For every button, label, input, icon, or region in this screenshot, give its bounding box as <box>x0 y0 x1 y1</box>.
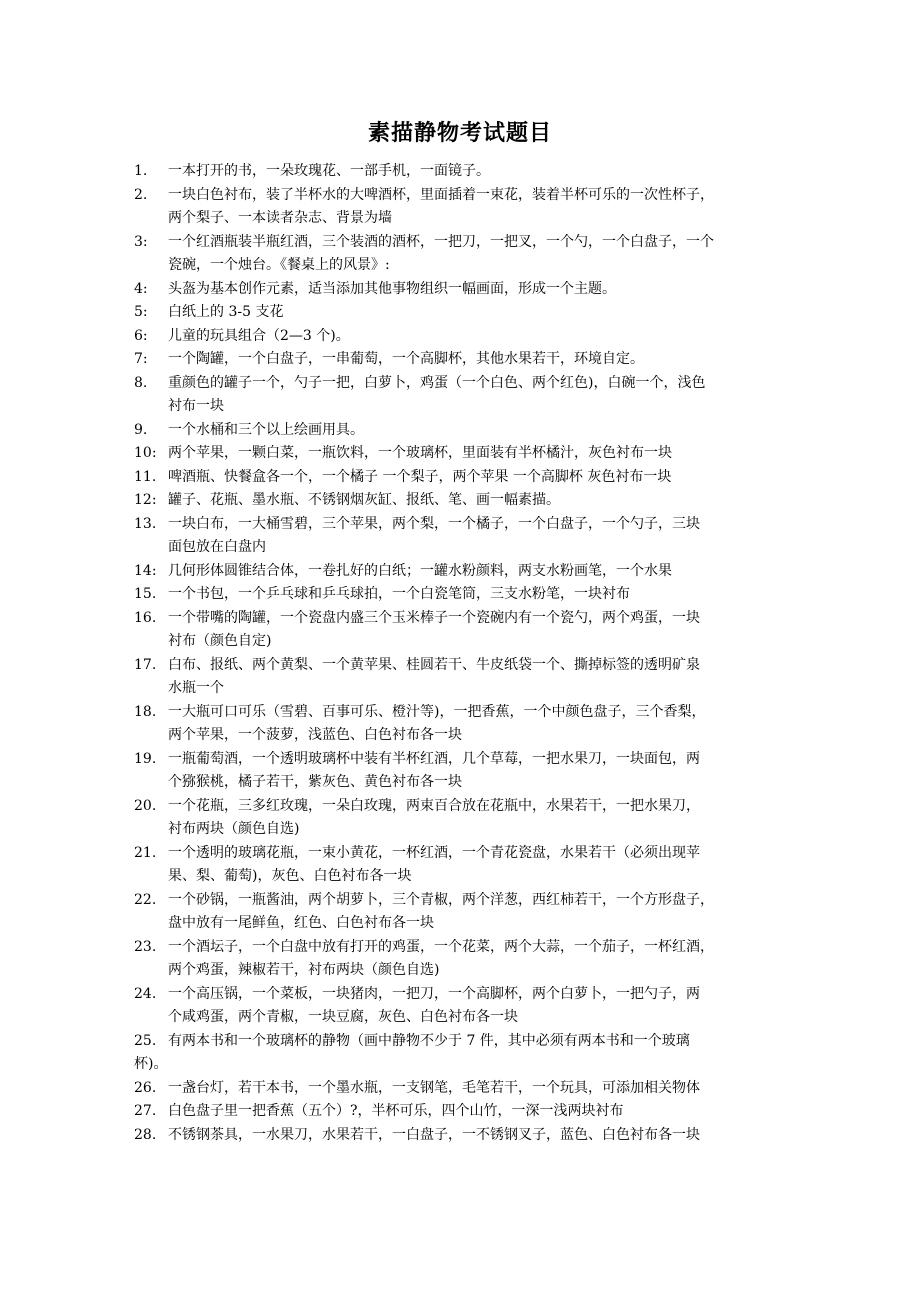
item-number: 19. <box>134 750 157 767</box>
item-text-line: 一块白色衬布，装了半杯水的大啤酒杯，里面插着一束花，装着半杯可乐的一次性杯子， <box>168 186 714 203</box>
item-text-line: 衬布两块（颜色自选) <box>168 821 300 837</box>
list-item <box>134 748 794 795</box>
item-text-line: 杯)。 <box>134 1056 168 1072</box>
list-item <box>134 889 794 936</box>
item-text-line: 一个砂锅，一瓶酱油，两个胡萝卜，三个青椒，两个洋葱，西红柿若干，一个方形盘子， <box>168 891 714 908</box>
item-text-line: 两个苹果，一颗白菜，一瓶饮料，一个玻璃杯，里面装有半杯橘汁，灰色衬布一块 <box>168 445 672 461</box>
item-text-line: 瓷碗，一个烛台。《餐桌上的风景》: <box>168 257 390 273</box>
item-number: 26. <box>134 1079 157 1096</box>
item-text-line: 衬布（颜色自定) <box>168 633 272 649</box>
item-number: 16. <box>134 609 157 626</box>
item-number: 21. <box>134 844 157 861</box>
item-text-line: 一瓶葡萄酒，一个透明玻璃杯中装有半杯红酒，几个草莓，一把水果刀，一块面包，两 <box>168 750 700 767</box>
item-text-line: 个猕猴桃，橘子若干，紫灰色、黄色衬布各一块 <box>168 774 462 790</box>
item-number: 22. <box>134 891 157 908</box>
item-number: 14: <box>134 562 157 579</box>
list-item <box>134 278 794 302</box>
list-item <box>134 1030 794 1077</box>
item-text-line: 啤酒瓶、快餐盒各一个，一个橘子 一个梨子，两个苹果 一个高脚杯 灰色衬布一块 <box>168 468 672 485</box>
list-item <box>134 607 794 654</box>
list-item <box>134 160 794 184</box>
item-text-line: 儿童的玩具组合（2—3 个)。 <box>168 327 350 344</box>
item-text-line: 一个红酒瓶装半瓶红酒，三个装酒的酒杯，一把刀，一把叉，一个勺，一个白盘子，一个 <box>168 233 714 250</box>
item-text-line: 衬布一块 <box>168 398 224 414</box>
item-number: 15. <box>134 586 157 602</box>
item-text-line: 头盔为基本创作元素，适当添加其他事物组织一幅画面，形成一个主题。 <box>168 280 616 297</box>
item-number: 13. <box>134 515 157 532</box>
item-number: 28. <box>134 1126 157 1143</box>
list-item <box>134 513 794 560</box>
list-item <box>134 560 794 584</box>
item-text-line: 两个梨子、一本读者杂志、背景为墙 <box>168 210 392 226</box>
item-number: 10: <box>134 445 157 461</box>
item-number: 11. <box>134 468 157 485</box>
question-list <box>134 160 794 1147</box>
item-text-line: 一个带嘴的陶罐，一个瓷盘内盛三个玉米棒子一个瓷碗内有一个瓷勺，两个鸡蛋，一块 <box>168 609 700 626</box>
item-text-line: 白布、报纸、两个黄梨、一个黄苹果、桂圆若干、牛皮纸袋一个、撕掉标签的透明矿泉 <box>168 656 700 673</box>
item-number: 12: <box>134 492 157 508</box>
item-number: 6: <box>134 327 148 344</box>
list-item <box>134 1100 794 1124</box>
item-number: 4: <box>134 280 148 297</box>
list-item <box>134 442 794 466</box>
item-number: 2. <box>134 186 148 203</box>
item-text-line: 水瓶一个 <box>168 680 224 696</box>
item-number: 9. <box>134 421 148 438</box>
item-number: 20. <box>134 797 157 814</box>
item-text-line: 个咸鸡蛋，两个青椒，一块豆腐，灰色、白色衬布各一块 <box>168 1009 518 1025</box>
item-text-line: 一个透明的玻璃花瓶，一束小黄花，一杯红酒，一个青花瓷盘，水果若干（必须出现苹 <box>168 844 700 861</box>
item-number: 23. <box>134 938 157 955</box>
item-number: 7: <box>134 351 148 367</box>
list-item <box>134 936 794 983</box>
list-item <box>134 654 794 701</box>
item-text-line: 白色盘子里一把香蕉（五个）?，半杯可乐，四个山竹，一深一浅两块衬布 <box>168 1103 624 1119</box>
item-number: 3: <box>134 233 148 250</box>
list-item <box>134 301 794 325</box>
list-item <box>134 466 794 490</box>
item-number: 18. <box>134 703 157 720</box>
list-item <box>134 419 794 443</box>
item-number: 5: <box>134 304 148 320</box>
item-text-line: 白纸上的 3-5 支花 <box>168 304 284 320</box>
item-number: 27. <box>134 1103 157 1119</box>
item-text-line: 面包放在白盘内 <box>168 539 266 555</box>
item-text-line: 几何形体圆锥结合体，一卷扎好的白纸；一罐水粉颜料，两支水粉画笔，一个水果 <box>168 562 672 579</box>
item-text-line: 两个苹果，一个菠萝，浅蓝色、白色衬布各一块 <box>168 727 462 743</box>
item-text-line: 不锈钢茶具，一水果刀，水果若干，一白盘子，一不锈钢叉子，蓝色、白色衬布各一块 <box>168 1126 700 1143</box>
item-text-line: 有两本书和一个玻璃杯的静物（画中静物不少于 7 件，其中必须有两本书和一个玻璃 <box>168 1032 690 1049</box>
item-number: 25. <box>134 1032 157 1049</box>
list-item <box>134 184 794 231</box>
item-number: 24. <box>134 985 157 1002</box>
list-item <box>134 795 794 842</box>
list-item <box>134 348 794 372</box>
item-text-line: 一个水桶和三个以上绘画用具。 <box>168 421 364 438</box>
item-text-line: 一个花瓶，三多红玫瑰，一朵白玫瑰，两束百合放在花瓶中，水果若干，一把水果刀， <box>168 797 700 814</box>
item-text-line: 果、梨、葡萄)，灰色、白色衬布各一块 <box>168 868 412 884</box>
item-text-line: 一个陶罐，一个白盘子，一串葡萄，一个高脚杯，其他水果若干，环境自定。 <box>168 351 644 367</box>
item-text-line: 罐子、花瓶、墨水瓶、不锈钢烟灰缸、报纸、笔、画一幅素描。 <box>168 492 560 508</box>
item-text-line: 一块白布，一大桶雪碧，三个苹果，两个梨，一个橘子，一个白盘子，一个勺子，三块 <box>168 515 700 532</box>
item-number: 8. <box>134 374 148 391</box>
item-text-line: 一盏台灯，若干本书，一个墨水瓶，一支钢笔，毛笔若干，一个玩具，可添加相关物体 <box>168 1079 700 1096</box>
list-item <box>134 1124 794 1148</box>
item-text-line: 盘中放有一尾鲜鱼，红色、白色衬布各一块 <box>168 915 434 931</box>
list-item <box>134 701 794 748</box>
item-number: 1. <box>134 163 148 179</box>
item-text-line: 重颜色的罐子一个，勺子一把，白萝卜，鸡蛋（一个白色、两个红色)，白碗一个，浅色 <box>168 374 706 391</box>
list-item <box>134 842 794 889</box>
list-item <box>134 1077 794 1101</box>
item-text-line: 一本打开的书，一朵玫瑰花、一部手机，一面镜子。 <box>168 163 490 179</box>
list-item <box>134 231 794 278</box>
list-item <box>134 325 794 349</box>
item-text-line: 一大瓶可口可乐（雪碧、百事可乐、橙汁等)，一把香蕉，一个中颜色盘子，三个香梨， <box>168 703 706 720</box>
list-item <box>134 583 794 607</box>
list-item <box>134 372 794 419</box>
item-text-line: 两个鸡蛋，辣椒若干，衬布两块（颜色自选) <box>168 962 440 978</box>
list-item <box>134 489 794 513</box>
page-title: 素描静物考试题目 <box>367 121 552 146</box>
item-text-line: 一个酒坛子，一个白盘中放有打开的鸡蛋，一个花菜，两个大蒜，一个茄子，一杯红酒， <box>168 938 714 955</box>
item-number: 17. <box>134 656 157 673</box>
list-item <box>134 983 794 1030</box>
item-text-line: 一个书包，一个乒乓球和乒乓球拍，一个白瓷笔筒，三支水粉笔，一块衬布 <box>168 586 630 602</box>
item-text-line: 一个高压锅，一个菜板，一块猪肉，一把刀，一个高脚杯，两个白萝卜，一把勺子，两 <box>168 985 700 1002</box>
